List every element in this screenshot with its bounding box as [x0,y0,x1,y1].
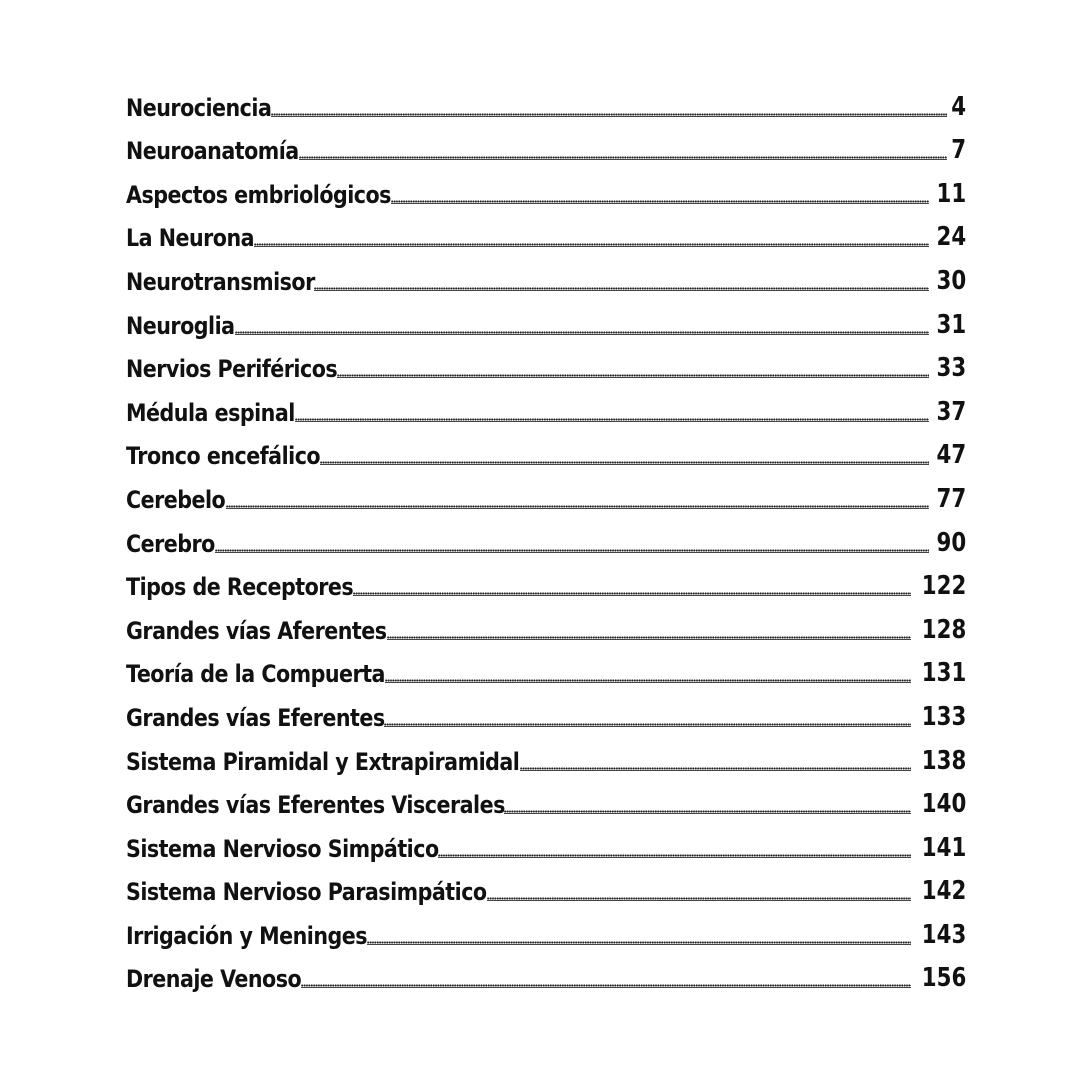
toc-entry[interactable] [126,383,966,427]
toc-entry[interactable] [126,558,966,602]
dot-leader [487,897,911,901]
dot-leader [226,505,929,509]
dot-leader [438,854,911,858]
dot-leader [235,331,929,335]
toc-entry-title: Grandes vías Eferentes Viscerales [126,791,505,820]
toc-entry-title: Drenaje Venoso [126,965,302,994]
toc-entry-page: 138 [921,745,966,776]
toc-entry-page: 4 [951,91,966,122]
toc-entry-title: Tronco encefálico [126,442,321,471]
toc-entry-title: Sistema Nervioso Simpático [126,834,439,863]
toc-entry[interactable] [126,209,966,253]
toc-entry[interactable] [126,732,966,776]
dot-leader [367,941,910,945]
toc-entry[interactable] [126,863,966,907]
toc-entry-title: Nervios Periféricos [126,355,338,384]
toc-entry-page: 141 [921,832,966,863]
toc-entry-page: 128 [921,614,966,645]
toc-entry-page: 11 [936,178,966,209]
toc-entry[interactable] [126,688,966,732]
toc-entry[interactable] [126,296,966,340]
toc-entry[interactable] [126,252,966,296]
toc-entry-title: Grandes vías Aferentes [126,616,387,645]
toc-entry-title: Médula espinal [126,398,295,427]
toc-entry-page: 37 [936,396,966,427]
toc-entry[interactable] [126,601,966,645]
toc-entry-title: Neuroanatomía [126,137,299,166]
toc-entry[interactable] [126,950,966,994]
dot-leader [215,549,929,553]
toc-entry-page: 122 [921,571,966,602]
toc-entry[interactable] [126,819,966,863]
dot-leader [301,984,911,988]
toc-entry-page: 31 [936,309,966,340]
dot-leader [385,679,911,683]
table-of-contents [126,78,966,993]
toc-entry-page: 33 [936,353,966,384]
toc-entry[interactable] [126,906,966,950]
toc-entry[interactable] [126,514,966,558]
toc-entry-title: Neurotransmisor [126,267,315,296]
dot-leader [295,418,929,422]
toc-entry[interactable] [126,78,966,122]
toc-entry-title: Sistema Piramidal y Extrapiramidal [126,747,520,776]
toc-entry-title: Grandes vías Eferentes [126,703,385,732]
toc-entry-page: 140 [921,789,966,820]
toc-entry-page: 142 [921,876,966,907]
toc-entry-page: 143 [921,919,966,950]
toc-entry-title: Tipos de Receptores [126,573,354,602]
toc-entry-title: La Neurona [126,224,255,253]
dot-leader [271,113,946,117]
dot-leader [299,156,947,160]
toc-entry-title: Irrigación y Meninges [126,921,368,950]
toc-entry-title: Sistema Nervioso Parasimpático [126,878,487,907]
toc-entry[interactable] [126,645,966,689]
toc-entry[interactable] [126,470,966,514]
toc-entry-title: Neurociencia [126,93,272,122]
toc-entry-page: 156 [921,963,966,994]
dot-leader [504,810,910,814]
toc-entry-page: 133 [921,701,966,732]
toc-entry-page: 90 [936,527,966,558]
dot-leader [387,636,911,640]
dot-leader [254,243,929,247]
toc-entry-page: 131 [921,658,966,689]
toc-entry[interactable] [126,427,966,471]
toc-entry-page: 30 [936,265,966,296]
toc-entry[interactable] [126,122,966,166]
dot-leader [320,461,929,465]
toc-entry-title: Teoría de la Compuerta [126,660,385,689]
dot-leader [520,767,911,771]
toc-entry-page: 77 [936,483,966,514]
dot-leader [353,592,910,596]
toc-entry-title: Cerebro [126,529,215,558]
dot-leader [337,374,929,378]
toc-entry-title: Neuroglia [126,311,235,340]
dot-leader [314,287,929,291]
toc-entry-title: Cerebelo [126,485,226,514]
toc-entry-page: 24 [936,222,966,253]
dot-leader [384,723,910,727]
toc-entry-page: 7 [951,135,966,166]
toc-entry-title: Aspectos embriológicos [126,180,391,209]
toc-entry-page: 47 [936,440,966,471]
toc-entry[interactable] [126,776,966,820]
toc-entry[interactable] [126,340,966,384]
toc-entry[interactable] [126,165,966,209]
dot-leader [391,200,929,204]
